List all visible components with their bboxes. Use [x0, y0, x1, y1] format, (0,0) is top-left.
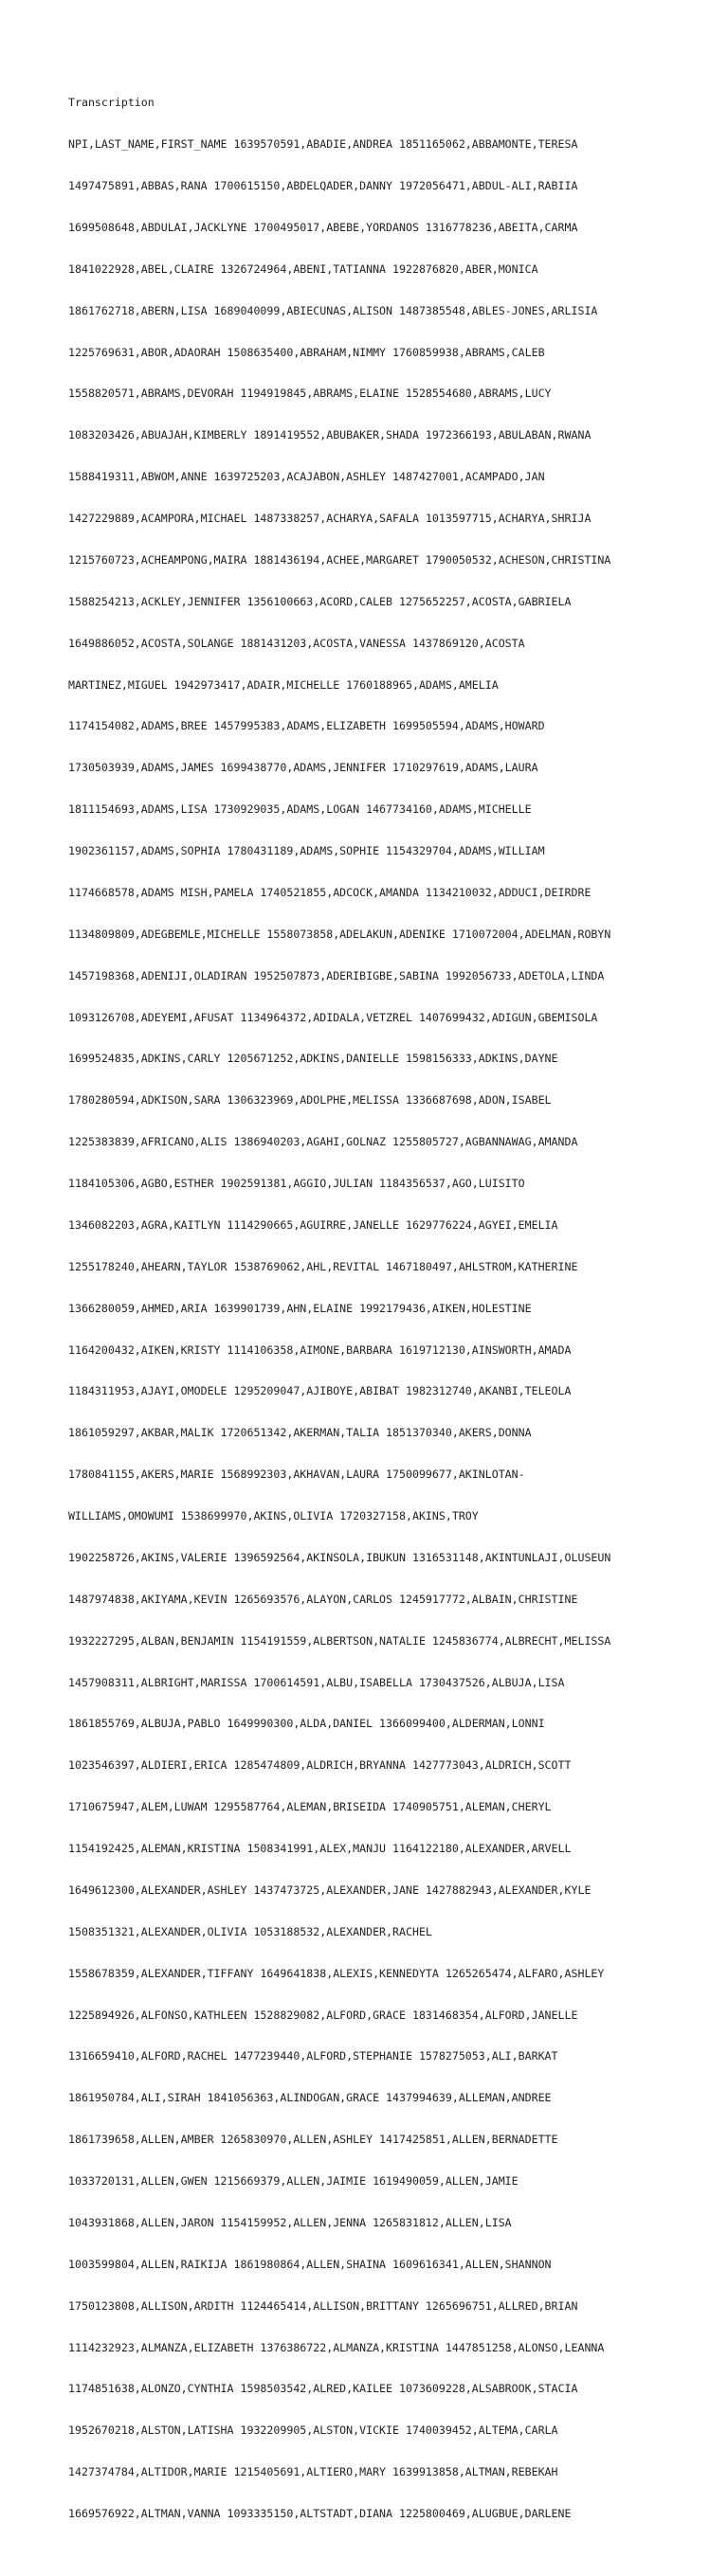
text-line: 1316659410,ALFORD,RACHEL 1477239440,ALFORD,STEPHANIE 1578275053,ALI,BARKAT [68, 2049, 558, 2063]
text-line: MARTINEZ,MIGUEL 1942973417,ADAIR,MICHELLE 1760188965,ADAMS,AMELIA [68, 677, 499, 692]
text-line: 1902361157,ADAMS,SOPHIA 1780431189,ADAMS,SOPHIE 1154329704,ADAMS,WILLIAM [68, 844, 545, 857]
text-line: 1427374784,ALTIDOR,MARIE 1215405691,ALTIERO,MARY 1639913858,ALTMAN,REBEKAH [68, 2465, 558, 2479]
text-line: 1508351321,ALEXANDER,OLIVIA 1053188532,ALEXANDER,RACHEL [68, 1924, 432, 1938]
text-line: 1861855769,ALBUJA,PABLO 1649990300,ALDA,DANIEL 1366099400,ALDERMAN,LONNI [68, 1717, 545, 1731]
text-line: 1558678359,ALEXANDER,TIFFANY 1649641838,ALEXIS,KENNEDYTA 1265265474,ALFARO,ASHLEY [68, 1966, 605, 1980]
text-line: 1902258726,AKINS,VALERIE 1396592564,AKINSOLA,IBUKUN 1316531148,AKINTUNLAJI,OLUSEUN [68, 1550, 611, 1564]
text-line: 1003599804,ALLEN,RAIKIJA 1861980864,ALLEN,SHAINA 1609616341,ALLEN,SHANNON [68, 2257, 552, 2271]
text-line: 1497475891,ABBAS,RANA 1700615150,ABDELQADER,DANNY 1972056471,ABDUL-ALI,RABIIA [68, 179, 578, 192]
text-line: 1649886052,ACOSTA,SOLANGE 1881431203,ACOSTA,VANESSA 1437869120,ACOSTA [68, 636, 525, 650]
text-line: 1083203426,ABUAJAH,KIMBERLY 1891419552,ABUBAKER,SHADA 1972366193,ABULABAN,RWANA [68, 428, 592, 442]
text-line: 1649612300,ALEXANDER,ASHLEY 1437473725,ALEXANDER,JANE 1427882943,ALEXANDER,KYLE [68, 1882, 592, 1897]
text-line: 1730503939,ADAMS,JAMES 1699438770,ADAMS,JENNIFER 1710297619,ADAMS,LAURA [68, 761, 538, 775]
text-line: 1710675947,ALEM,LUWAM 1295587764,ALEMAN,BRISEIDA 1740905751,ALEMAN,CHERYL [68, 1800, 552, 1814]
text-line: 1588419311,ABWOM,ANNE 1639725203,ACAJABON,ASHLEY 1487427001,ACAMPADO,JAN [68, 470, 545, 484]
text-line: 1033720131,ALLEN,GWEN 1215669379,ALLEN,JAIMIE 1619490059,ALLEN,JAMIE [68, 2174, 519, 2188]
text-line: 1861059297,AKBAR,MALIK 1720651342,AKERMAN,TALIA 1851370340,AKERS,DONNA [68, 1426, 532, 1440]
text-line: 1225894926,ALFONSO,KATHLEEN 1528829082,ALFORD,GRACE 1831468354,ALFORD,JANELLE [68, 2008, 578, 2022]
text-line: 1114232923,ALMANZA,ELIZABETH 1376386722,ALMANZA,KRISTINA 1447851258,ALONSO,LEANNA [68, 2340, 605, 2354]
text-line: 1699508648,ABDULAI,JACKLYNE 1700495017,ABEBE,YORDANOS 1316778236,ABEITA,CARMA [68, 220, 578, 234]
text-line [68, 2549, 713, 2563]
text-line: 1184311953,AJAYI,OMODELE 1295209047,AJIBOYE,ABIBAT 1982312740,AKANBI,TELEOLA [68, 1384, 572, 1398]
text-line: 1811154693,ADAMS,LISA 1730929035,ADAMS,LOGAN 1467734160,ADAMS,MICHELLE [68, 802, 532, 817]
text-line: 1699524835,ADKINS,CARLY 1205671252,ADKINS,DANIELLE 1598156333,ADKINS,DAYNE [68, 1052, 558, 1066]
text-line: 1134809809,ADEGBEMLE,MICHELLE 1558073858,ADELAKUN,ADENIKE 1710072004,ADELMAN,ROBYN [68, 927, 611, 941]
text-line: 1174154082,ADAMS,BREE 1457995383,ADAMS,ELIZABETH 1699505594,ADAMS,HOWARD [68, 719, 545, 733]
text-line: 1164200432,AIKEN,KRISTY 1114106358,AIMONE,BARBARA 1619712130,AINSWORTH,AMADA [68, 1342, 572, 1357]
text-line: 1154192425,ALEMAN,KRISTINA 1508341991,ALEX,MANJU 1164122180,ALEXANDER,ARVELL [68, 1842, 572, 1855]
text-line: 1225383839,AFRICANO,ALIS 1386940203,AGAHI,GOLNAZ 1255805727,AGBANNAWAG,AMANDA [68, 1135, 578, 1149]
text-line: 1225769631,ABOR,ADAORAH 1508635400,ABRAHAM,NIMMY 1760859938,ABRAMS,CALEB [68, 345, 545, 359]
text-line: 1487974838,AKIYAMA,KEVIN 1265693576,ALAYON,CARLOS 1245917772,ALBAIN,CHRISTINE [68, 1592, 578, 1606]
text-line: 1093126708,ADEYEMI,AFUSAT 1134964372,ADIDALA,VETZREL 1407699432,ADIGUN,GBEMISOLA [68, 1010, 598, 1024]
document-heading: Transcription [68, 96, 155, 110]
text-line: 1861762718,ABERN,LISA 1689040099,ABIECUNAS,ALISON 1487385548,ABLES-JONES,ARLISIA [68, 303, 598, 317]
text-line: 1558820571,ABRAMS,DEVORAH 1194919845,ABRAMS,ELAINE 1528554680,ABRAMS,LUCY [68, 387, 552, 401]
text-line: 1750123808,ALLISON,ARDITH 1124465414,ALLISON,BRITTANY 1265696751,ALLRED,BRIAN [68, 2298, 578, 2313]
text-line: 1215760723,ACHEAMPONG,MAIRA 1881436194,ACHEE,MARGARET 1790050532,ACHESON,CHRISTINA [68, 552, 611, 567]
text-line: 1023546397,ALDIERI,ERICA 1285474809,ALDRICH,BRYANNA 1427773043,ALDRICH,SCOTT [68, 1758, 572, 1773]
text-line: 1457198368,ADENIJI,OLADIRAN 1952507873,ADERIBIGBE,SABINA 1992056733,ADETOLA,LINDA [68, 968, 605, 982]
text-line: NPI,LAST_NAME,FIRST_NAME 1639570591,ABADIE,ANDREA 1851165062,ABBAMONTE,TERESA [68, 137, 578, 152]
text-line: 1932227295,ALBAN,BENJAMIN 1154191559,ALBERTSON,NATALIE 1245836774,ALBRECHT,MELISSA [68, 1633, 611, 1648]
text-line: 1346082203,AGRA,KAITLYN 1114290665,AGUIRRE,JANELLE 1629776224,AGYEI,EMELIA [68, 1217, 558, 1232]
text-line: 1366280059,AHMED,ARIA 1639901739,AHN,ELAINE 1992179436,AIKEN,HOLESTINE [68, 1301, 532, 1315]
text-line: WILLIAMS,OMOWUMI 1538699970,AKINS,OLIVIA 1720327158,AKINS,TROY [68, 1509, 479, 1522]
text-line: 1427229889,ACAMPORA,MICHAEL 1487338257,ACHARYA,SAFALA 1013597715,ACHARYA,SHRIJA [68, 512, 592, 525]
text-line: 1255178240,AHEARN,TAYLOR 1538769062,AHL,REVITAL 1467180497,AHLSTROM,KATHERINE [68, 1259, 578, 1273]
text-line: 1184105306,AGBO,ESTHER 1902591381,AGGIO,JULIAN 1184356537,AGO,LUISITO [68, 1177, 525, 1190]
text-line: 1669576922,ALTMAN,VANNA 1093335150,ALTSTADT,DIANA 1225800469,ALUGBUE,DARLENE [68, 2507, 572, 2520]
text-line: 1952670218,ALSTON,LATISHA 1932209905,ALSTON,VICKIE 1740039452,ALTEMA,CARLA [68, 2423, 558, 2438]
text-line: 1861950784,ALI,SIRAH 1841056363,ALINDOGAN,GRACE 1437994639,ALLEMAN,ANDREE [68, 2091, 552, 2105]
text-line: 1780841155,AKERS,MARIE 1568992303,AKHAVAN,LAURA 1750099677,AKINLOTAN- [68, 1468, 525, 1482]
text-line: 1457908311,ALBRIGHT,MARISSA 1700614591,ALBU,ISABELLA 1730437526,ALBUJA,LISA [68, 1675, 565, 1689]
text-line: 1043931868,ALLEN,JARON 1154159952,ALLEN,JENNA 1265831812,ALLEN,LISA [68, 2215, 512, 2229]
text-line: 1780280594,ADKISON,SARA 1306323969,ADOLPHE,MELISSA 1336687698,ADON,ISABEL [68, 1093, 552, 1108]
transcription-document [68, 68, 713, 2576]
text-line: 1174668578,ADAMS MISH,PAMELA 1740521855,ADCOCK,AMANDA 1134210032,ADDUCI,DEIRDRE [68, 885, 592, 899]
text-line: 1841022928,ABEL,CLAIRE 1326724964,ABENI,TATIANNA 1922876820,ABER,MONICA [68, 261, 538, 276]
text-line: 1861739658,ALLEN,AMBER 1265830970,ALLEN,ASHLEY 1417425851,ALLEN,BERNADETTE [68, 2133, 558, 2147]
text-line: 1588254213,ACKLEY,JENNIFER 1356100663,ACORD,CALEB 1275652257,ACOSTA,GABRIELA [68, 594, 572, 608]
text-line: 1174851638,ALONZO,CYNTHIA 1598503542,ALRED,KAILEE 1073609228,ALSABROOK,STACIA [68, 2382, 578, 2396]
